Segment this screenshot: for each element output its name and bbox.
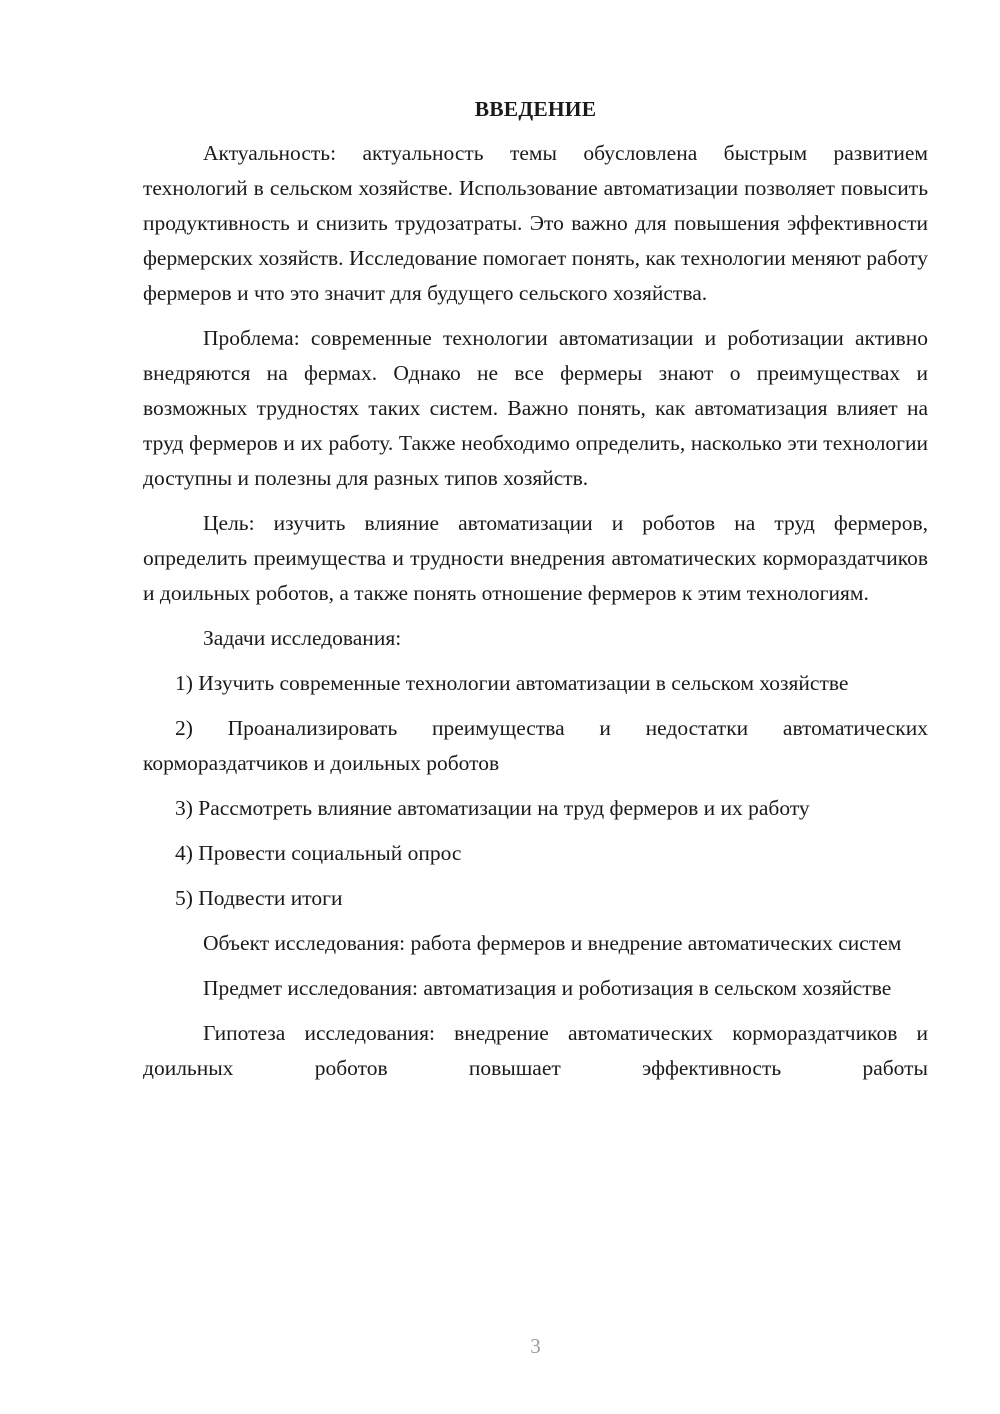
paragraph-relevance: Актуальность: актуальность темы обусловлена быстрым развитием технологий в сельском хозяйстве. Использование автоматизации позволяет повысить продуктивность и снизить трудозатраты. Это важно для повышения эффективности фермерских хозяйств. Исследование помогает понять, как технологии меняют работу фермеров и что это значит для будущего сельского хозяйства. bbox=[143, 141, 928, 305]
task-item-2: 2) Проанализировать преимущества и недостатки автоматических кормораздатчиков и доильных роботов bbox=[143, 716, 928, 775]
task-item-3: 3) Рассмотреть влияние автоматизации на труд фермеров и их работу bbox=[175, 796, 810, 820]
page-number: 3 bbox=[530, 1334, 541, 1358]
paragraph-problem: Проблема: современные технологии автоматизации и роботизации активно внедряются на фермах. Однако не все фермеры знают о преимуществах и возможных трудностях таких систем. Важно понять, как автоматизация влияет на труд фермеров и их работу. Также необходимо определить, насколько эти технологии доступны и полезны для разных типов хозяйств. bbox=[143, 326, 928, 490]
paragraph-subject: Предмет исследования: автоматизация и роботизация в сельском хозяйстве bbox=[203, 976, 892, 1000]
paragraph-goal: Цель: изучить влияние автоматизации и роботов на труд фермеров, определить преимущества и трудности внедрения автоматических кормораздатчиков и доильных роботов, а также понять отношение фермеров к этим технологиям. bbox=[143, 511, 928, 605]
paragraph-hypothesis: Гипотеза исследования: внедрение автоматических кормораздатчиков и доильных роботов повышает эффективность работы bbox=[143, 1021, 928, 1080]
task-item-5: 5) Подвести итоги bbox=[175, 886, 343, 910]
paragraph-object: Объект исследования: работа фермеров и внедрение автоматических систем bbox=[203, 931, 902, 955]
paragraph-tasks-intro: Задачи исследования: bbox=[203, 626, 402, 650]
task-item-1: 1) Изучить современные технологии автоматизации в сельском хозяйстве bbox=[175, 671, 849, 695]
task-item-4: 4) Провести социальный опрос bbox=[175, 841, 462, 865]
document-page bbox=[143, 92, 928, 1096]
section-title: ВВЕДЕНИЕ bbox=[474, 97, 597, 121]
